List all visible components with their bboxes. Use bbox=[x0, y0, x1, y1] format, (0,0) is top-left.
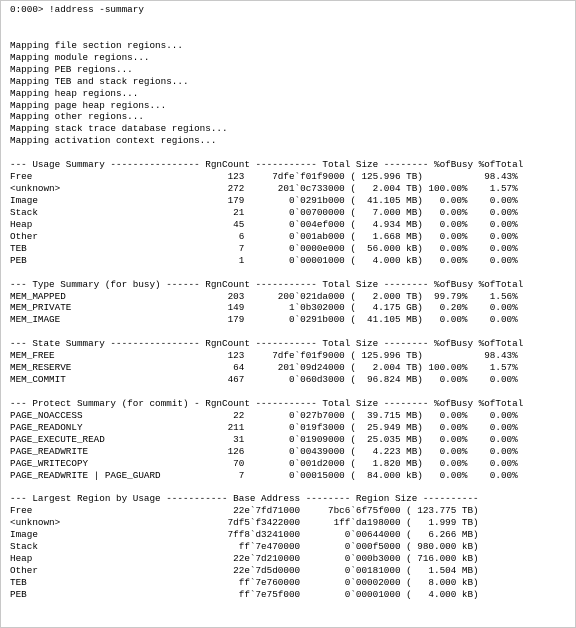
console-output-line: MEM_PRIVATE 149 1`0b302000 ( 4.175 GB) 0.20% 0.00% bbox=[10, 302, 518, 314]
console-output bbox=[10, 4, 523, 601]
console-output-line: <unknown> 272 201`0c733000 ( 2.004 TB) 100.00% 1.57% bbox=[10, 183, 518, 195]
console-output-line: PAGE_WRITECOPY 70 0`001d2000 ( 1.820 MB) 0.00% 0.00% bbox=[10, 457, 518, 469]
console-output-line: Free 22e`7fd71000 7bc6`6f75f000 ( 123.775 TB) bbox=[10, 505, 479, 517]
console-output-line: TEB 7 0`0000e000 ( 56.000 kB) 0.00% 0.00% bbox=[10, 242, 518, 254]
console-output-line bbox=[10, 16, 523, 28]
console-output-line: MEM_RESERVE 64 201`09d24000 ( 2.004 TB) 100.00% 1.57% bbox=[10, 362, 518, 374]
console-output-line: <unknown> 7df5`f3422000 1ff`da198000 ( 1.999 TB) bbox=[10, 517, 479, 529]
console-output-line bbox=[10, 326, 523, 338]
console-output-line: MEM_FREE 123 7dfe`f01f9000 ( 125.996 TB) 98.43% bbox=[10, 350, 518, 362]
command-prompt-line: 0:000> !address -summary bbox=[10, 4, 144, 15]
console-output-line: MEM_IMAGE 179 0`0291b000 ( 41.105 MB) 0.00% 0.00% bbox=[10, 314, 518, 326]
console-output-line: Other 22e`7d5d0000 0`00181000 ( 1.504 MB) bbox=[10, 565, 479, 577]
console-output-line: PEB 1 0`00001000 ( 4.000 kB) 0.00% 0.00% bbox=[10, 254, 518, 266]
console-output-line: TEB ff`7e760000 0`00002000 ( 8.000 kB) bbox=[10, 577, 479, 588]
console-output-line: PAGE_READONLY 211 0`019f3000 ( 25.949 MB) 0.00% 0.00% bbox=[10, 421, 518, 433]
console-output-line: Mapping page heap regions... bbox=[10, 99, 167, 111]
console-output-line: PAGE_NOACCESS 22 0`027b7000 ( 39.715 MB) 0.00% 0.00% bbox=[10, 409, 518, 421]
console-output-line: Image 7ff8`d3241000 0`00644000 ( 6.266 MB) bbox=[10, 529, 479, 541]
console-output-line: Mapping activation context regions... bbox=[10, 135, 217, 147]
console-output-line bbox=[10, 482, 523, 494]
console-output-line bbox=[10, 28, 523, 40]
console-output-line: Heap 22e`7d210000 0`000b3000 ( 716.000 kB) bbox=[10, 553, 479, 565]
console-output-line: Stack ff`7e470000 0`000f5000 ( 980.000 kB) bbox=[10, 541, 479, 553]
console-output-line: Mapping file section regions... bbox=[10, 39, 183, 51]
console-output-line: PAGE_EXECUTE_READ 31 0`01909000 ( 25.035 MB) 0.00% 0.00% bbox=[10, 433, 518, 445]
console-output-line: Free 123 7dfe`f01f9000 ( 125.996 TB) 98.43% bbox=[10, 171, 518, 183]
console-output-line: Mapping other regions... bbox=[10, 111, 144, 123]
console-output-line: Heap 45 0`004ef000 ( 4.934 MB) 0.00% 0.00% bbox=[10, 218, 518, 230]
console-output-line: Mapping module regions... bbox=[10, 51, 150, 63]
console-output-line: --- Usage Summary ---------------- RgnCount ----------- Total Size -------- %ofBusy %ofTotal bbox=[10, 159, 524, 171]
console-output-line: PAGE_READWRITE 126 0`00439000 ( 4.223 MB) 0.00% 0.00% bbox=[10, 445, 518, 457]
console-output-line: --- Type Summary (for busy) ------ RgnCount ----------- Total Size -------- %ofBusy %ofTotal bbox=[10, 278, 524, 290]
console-output-line: PEB ff`7e75f000 0`00001000 ( 4.000 kB) bbox=[10, 588, 479, 600]
console-output-line: Mapping TEB and stack regions... bbox=[10, 75, 189, 87]
console-output-line: Mapping heap regions... bbox=[10, 87, 139, 99]
console-output-line bbox=[10, 386, 523, 398]
console-output-line bbox=[10, 147, 523, 159]
console-output-line: --- Largest Region by Usage ----------- Base Address -------- Region Size ---------- bbox=[10, 493, 479, 505]
console-output-line bbox=[10, 267, 523, 279]
console-output-line: Stack 21 0`00700000 ( 7.000 MB) 0.00% 0.00% bbox=[10, 206, 518, 218]
console-output-line: Other 6 0`001ab000 ( 1.668 MB) 0.00% 0.00% bbox=[10, 230, 518, 242]
console-output-line: PAGE_READWRITE | PAGE_GUARD 7 0`00015000 ( 84.000 kB) 0.00% 0.00% bbox=[10, 469, 518, 481]
console-output-line: MEM_COMMIT 467 0`060d3000 ( 96.824 MB) 0.00% 0.00% bbox=[10, 374, 518, 386]
console-output-line: Mapping PEB regions... bbox=[10, 63, 133, 75]
console-output-line: --- Protect Summary (for commit) - RgnCount ----------- Total Size -------- %ofBusy %ofTotal bbox=[10, 397, 524, 409]
console-output-line: MEM_MAPPED 203 200`021da000 ( 2.000 TB) 99.79% 1.56% bbox=[10, 290, 518, 302]
console-output-line: Mapping stack trace database regions... bbox=[10, 123, 228, 135]
console-output-line: --- State Summary ---------------- RgnCount ----------- Total Size -------- %ofBusy %ofTotal bbox=[10, 338, 524, 350]
console-output-line: Image 179 0`0291b000 ( 41.105 MB) 0.00% 0.00% bbox=[10, 195, 518, 206]
